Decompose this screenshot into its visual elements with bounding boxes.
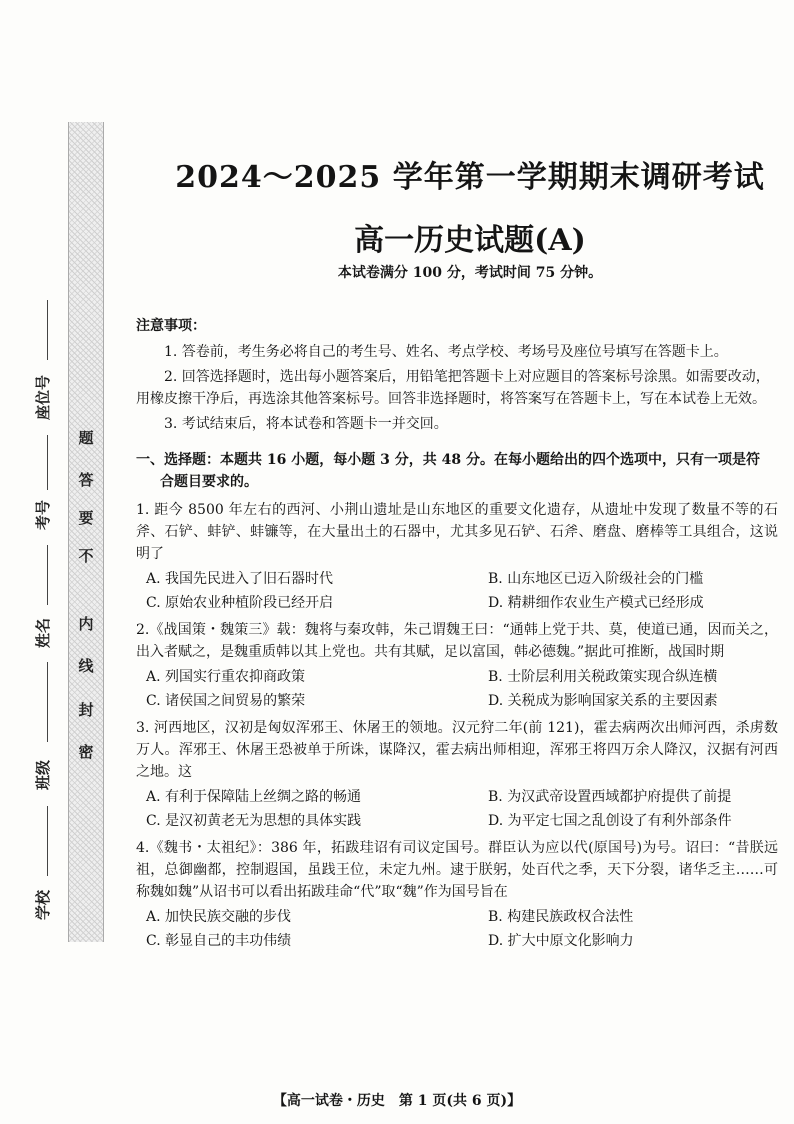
seat-number-line[interactable] bbox=[47, 300, 48, 360]
school-line[interactable] bbox=[47, 806, 48, 876]
option-d: D. 为平定七国之乱创设了有利外部条件 bbox=[488, 813, 732, 829]
seat-number-label: 座位号 bbox=[34, 374, 52, 420]
exam-number-line[interactable] bbox=[47, 435, 48, 490]
question-2 bbox=[136, 619, 778, 713]
question-options bbox=[136, 665, 778, 713]
notice-item: 2. 回答选择题时，选出每小题答案后，用铅笔把答题卡上对应题目的答案标号涂黑。如需要改动，用橡皮擦干净后，再选涂其他答案标号。回答非选择题时，将答案写在答题卡上，写在本试卷上无效。 bbox=[136, 369, 770, 407]
strip-word: 内 bbox=[78, 615, 94, 633]
question-options bbox=[136, 567, 778, 615]
section-heading-text: 一、选择题：本题共 16 小题，每小题 3 分，共 48 分。在每小题给出的四个选项中，只有一项是符 bbox=[136, 452, 760, 468]
strip-word: 要 bbox=[78, 509, 94, 527]
page-footer: 【高一试卷・历史 第 1 页(共 6 页)】 bbox=[272, 1093, 522, 1109]
exam-subtitle: 高一历史试题(A) bbox=[354, 223, 586, 258]
strip-word: 线 bbox=[78, 657, 94, 675]
option-b: B. 为汉武帝设置西域都护府提供了前提 bbox=[488, 789, 732, 805]
exam-content bbox=[128, 315, 778, 953]
score-time-line: 本试卷满分 100 分，考试时间 75 分钟。 bbox=[337, 265, 603, 281]
school-label: 学校 bbox=[34, 889, 52, 920]
notice-item: 3. 考试结束后，将本试卷和答题卡一并交回。 bbox=[164, 416, 448, 432]
option-a: A. 我国先民进入了旧石器时代 bbox=[146, 571, 334, 587]
question-4 bbox=[136, 837, 778, 953]
option-a: A. 列国实行重农抑商政策 bbox=[146, 669, 306, 685]
option-d: D. 关税成为影响国家关系的主要因素 bbox=[488, 693, 718, 709]
notice-item: 1. 答卷前，考生务必将自己的考生号、姓名、考点学校、考场号及座位号填写在答题卡上。 bbox=[164, 344, 728, 360]
option-c: C. 原始农业种植阶段已经开启 bbox=[146, 595, 334, 611]
strip-word: 封 bbox=[78, 701, 94, 719]
option-b: B. 山东地区已迈入阶级社会的门槛 bbox=[488, 571, 704, 587]
question-stem: 1. 距今 8500 年左右的西河、小荆山遗址是山东地区的重要文化遗存，从遗址中发现了数量不等的石斧、石铲、蚌铲、蚌镰等，在大量出土的石器中，尤其多见石铲、石斧、磨盘、磨棒等工具组合，这说明了 bbox=[136, 502, 778, 562]
question-stem: 2.《战国策・魏策三》载：魏将与秦攻韩，朱己谓魏王曰：“通韩上党于共、莫，使道已通，因而关之，出入者赋之，是魏重质韩以其上党也。共有其赋，足以富国，韩必德魏。”据此可推断，战国时期 bbox=[136, 622, 778, 660]
question-stem: 3. 河西地区，汉初是匈奴浑邪王、休屠王的领地。汉元狩二年(前 121)，霍去病两次出师河西，杀虏数万人。浑邪王、休屠王恐被单于所诛，谋降汉，霍去病出师相迎，浑邪王将四万余人降汉，汉据有河西之地。这 bbox=[136, 720, 778, 780]
strip-word: 答 bbox=[78, 471, 94, 489]
option-a: A. 加快民族交融的步伐 bbox=[146, 909, 292, 925]
option-c: C. 是汉初黄老无为思想的具体实践 bbox=[146, 813, 362, 829]
section-heading bbox=[136, 449, 778, 493]
question-1 bbox=[136, 499, 778, 615]
strip-word: 密 bbox=[78, 743, 94, 761]
exam-title: 2024～2025 学年第一学期期末调研考试 bbox=[175, 160, 765, 195]
name-line[interactable] bbox=[47, 545, 48, 605]
option-d: D. 精耕细作农业生产模式已经形成 bbox=[488, 595, 704, 611]
class-label: 班级 bbox=[34, 759, 52, 790]
strip-word: 题 bbox=[78, 429, 94, 447]
notice-heading: 注意事项： bbox=[136, 318, 206, 334]
option-b: B. 构建民族政权合法性 bbox=[488, 909, 634, 925]
exam-number-label: 考号 bbox=[34, 499, 52, 530]
question-3 bbox=[136, 717, 778, 833]
option-b: B. 士阶层利用关税政策实现合纵连横 bbox=[488, 669, 718, 685]
option-c: C. 诸侯国之间贸易的繁荣 bbox=[146, 693, 306, 709]
strip-word: 不 bbox=[78, 547, 94, 565]
binding-strip bbox=[68, 122, 104, 942]
name-label: 姓名 bbox=[34, 617, 52, 648]
question-stem: 4.《魏书・太祖纪》：386 年，拓跋珪诏有司议定国号。群臣认为应以代(原国号)为号。诏曰：“昔朕远祖，总御幽都，控制遐国，虽践王位，未定九州。逮于朕躬，处百代之季，天下分裂，诸华乏主……可称魏如魏”从诏书可以看出拓跋珪命“代”取“魏”作为国号旨在 bbox=[136, 840, 778, 900]
question-options bbox=[136, 785, 778, 833]
class-line[interactable] bbox=[47, 662, 48, 742]
option-a: A. 有利于保障陆上丝绸之路的畅通 bbox=[146, 789, 362, 805]
section-heading-cont: 合题目要求的。 bbox=[160, 474, 258, 490]
option-d: D. 扩大中原文化影响力 bbox=[488, 933, 634, 949]
option-c: C. 彰显自己的丰功伟绩 bbox=[146, 933, 292, 949]
question-options bbox=[136, 905, 778, 953]
